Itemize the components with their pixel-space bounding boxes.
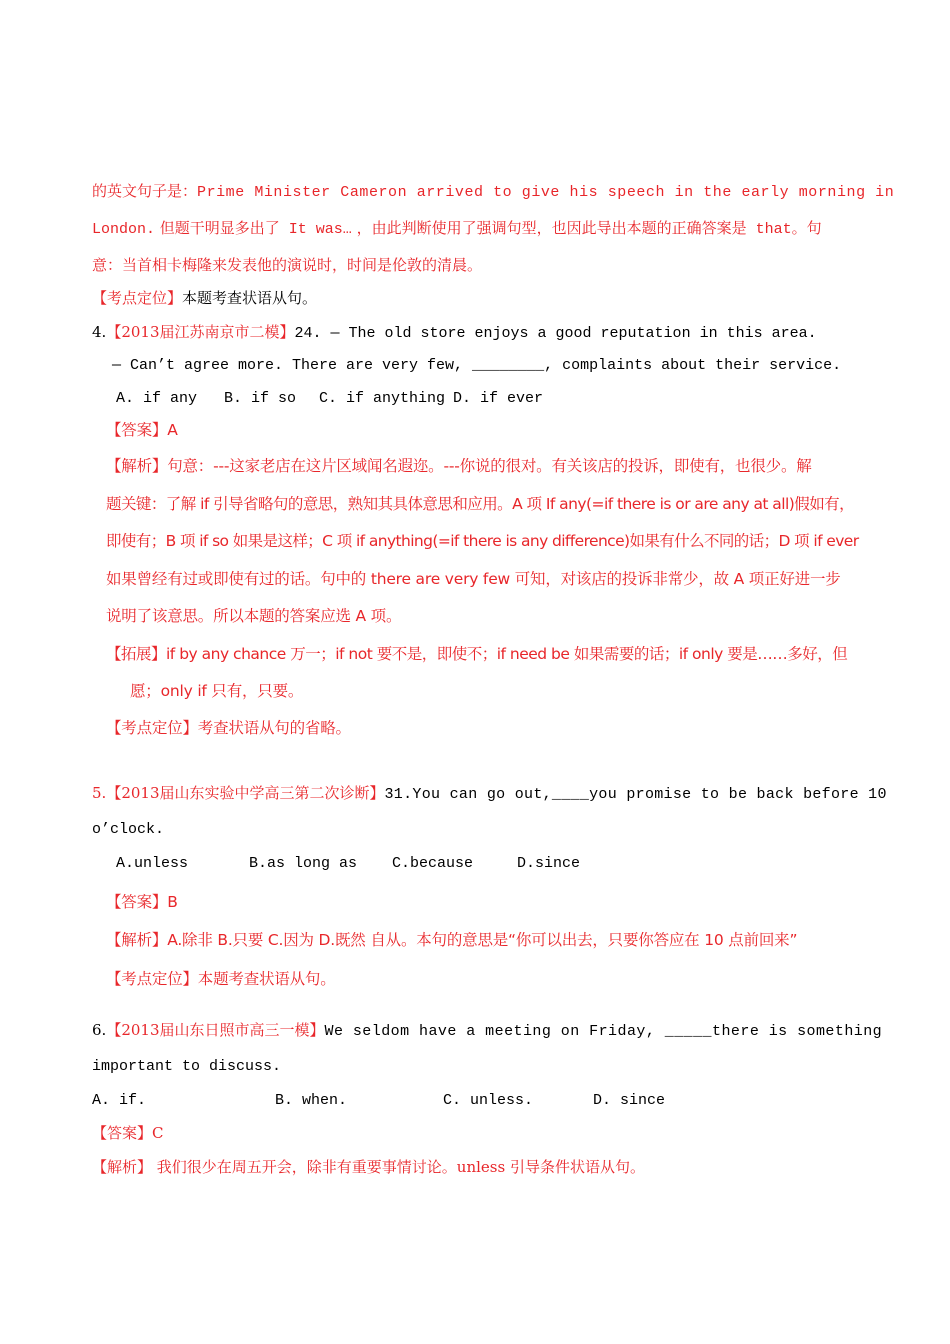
- q4-option-c: C. if anything: [319, 390, 446, 407]
- q3-explanation-line-1: [92, 181, 894, 203]
- q6-answer-value: C: [152, 1124, 164, 1142]
- q6-stem-1: We seldom have a meeting on Friday, _____there is something: [324, 1023, 883, 1040]
- q5-source: 【2013届山东实验中学高三第二次诊断】: [106, 784, 385, 802]
- q4-analysis-5: 说明了该意思。所以本题的答案应选 A 项。: [106, 607, 402, 625]
- q5-stem-line-2: o’clock.: [92, 821, 165, 838]
- q6-number: 6.: [92, 1021, 107, 1039]
- q5-analysis: 【解析】A.除非 B.只要 C.因为 D.既然 自从。本句的意思是“你可以出去，只要你答应在 10 点前回来”: [106, 931, 798, 949]
- q4-analysis-2: 题关键：了解 if 引导省略句的意思，熟知其具体意思和应用。A 项 If any(=if there is or are any at all)假如有，: [106, 495, 855, 513]
- q6-analysis: [92, 1157, 645, 1177]
- q6-source: 【2013届山东日照市高三一模】: [106, 1021, 325, 1039]
- q5-option-d: D.since: [517, 855, 581, 872]
- q6-option-c: C. unless.: [443, 1092, 534, 1109]
- q3-l2-en3: that: [746, 221, 792, 238]
- q5-option-c: C.because: [392, 855, 474, 872]
- q6-stem-line-1: [92, 1020, 882, 1042]
- q6-option-d: D. since: [593, 1092, 666, 1109]
- q3-l2-zh1: 但题干明显多出了: [155, 219, 280, 237]
- q5-answer: 【答案】B: [106, 893, 178, 911]
- q3-l2-zh3: 。句: [791, 219, 822, 237]
- q6-answer-tag: 【答案】: [92, 1124, 153, 1142]
- q3-l1-zh: 的英文句子是：: [92, 182, 198, 200]
- q3-point-line: [92, 288, 317, 308]
- q6-stem-line-2: important to discuss.: [92, 1058, 282, 1075]
- q4-option-b: B. if so: [224, 390, 297, 407]
- q6-analysis-tag: 【解析】: [92, 1158, 153, 1176]
- q5-stem-line-1: [92, 783, 887, 805]
- q4-source: 【2013届江苏南京市二模】: [106, 323, 295, 341]
- q5-number: 5.: [92, 784, 107, 802]
- q4-stem-line-2: — Can’t agree more. There are very few, ________, complaints about their service.: [112, 357, 842, 374]
- q3-explanation-line-2: [92, 218, 822, 240]
- q3-point-text: 本题考查状语从句。: [182, 289, 318, 307]
- q4-answer: 【答案】A: [106, 421, 178, 439]
- q4-stem-1: 24. — The old store enjoys a good reputation in this area.: [294, 325, 817, 342]
- q4-stem-line-1: [92, 322, 817, 344]
- q5-options: [116, 854, 580, 874]
- q5-stem-1: 31.You can go out,____you promise to be back before 10: [384, 786, 887, 803]
- q3-point-tag: 【考点定位】: [92, 289, 183, 307]
- q3-explanation-line-3: 意：当首相卡梅隆来发表他的演说时，时间是伦敦的清晨。: [92, 256, 483, 274]
- q4-options: [116, 389, 543, 409]
- q6-option-b: B. when.: [275, 1092, 348, 1109]
- q3-l2-zh2: ，由此判断使用了强调句型，也因此导出本题的正确答案是: [351, 219, 747, 237]
- q4-analysis-4: 如果曾经有过或即使有过的话。句中的 there are very few 可知，对该店的投诉非常少，故 A 项正好进一步: [106, 570, 841, 588]
- q4-option-d: D. if ever: [453, 390, 544, 407]
- q3-l2-en1: London.: [92, 221, 156, 238]
- q5-option-b: B.as long as: [249, 855, 358, 872]
- q4-option-a: A. if any: [116, 390, 198, 407]
- q3-l1-en: Prime Minister Cameron arrived to give his speech in the early morning in: [197, 184, 895, 201]
- q4-extension-2: 愿；only if 只有，只要。: [130, 682, 304, 700]
- q4-point: 【考点定位】考查状语从句的省略。: [106, 719, 351, 737]
- q4-analysis-1: 【解析】句意：---这家老店在这片区域闻名遐迩。---你说的很对。有关该店的投诉，即使有，也很少。解: [106, 457, 812, 475]
- q4-extension-1: 【拓展】if by any chance 万一；if not 要不是，即使不；if need be 如果需要的话；if only 要是……多好，但: [106, 645, 848, 663]
- q6-options: [92, 1091, 665, 1111]
- q6-answer: [92, 1123, 164, 1143]
- q6-analysis-text: 我们很少在周五开会，除非有重要事情讨论。unless 引导条件状语从句。: [152, 1158, 645, 1176]
- q6-option-a: A. if.: [92, 1092, 147, 1109]
- q4-analysis-3: 即使有；B 项 if so 如果是这样；C 项 if anything(=if there is any difference)如果有什么不同的话；D 项 if ever: [106, 532, 859, 550]
- q5-option-a: A.unless: [116, 855, 189, 872]
- q3-l2-en2: It was…: [279, 221, 352, 238]
- q5-point: 【考点定位】本题考查状语从句。: [106, 970, 336, 988]
- q4-number: 4.: [92, 323, 107, 341]
